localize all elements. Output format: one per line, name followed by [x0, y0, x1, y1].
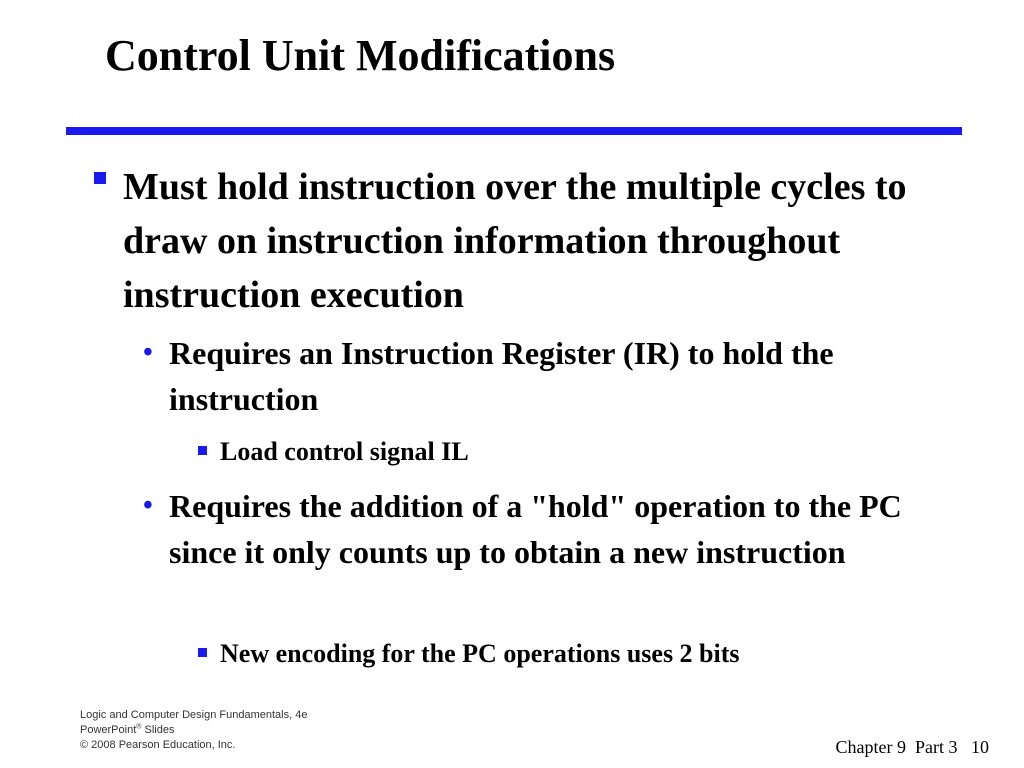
square-bullet-icon — [198, 446, 207, 455]
bullet-level2 — [143, 330, 949, 422]
bullet-text: New encoding for the PC operations uses 2 bits — [220, 639, 740, 668]
bullet-text: Must hold instruction over the multiple cycles to draw on instruction information throughout instruction execution — [123, 166, 907, 316]
title-divider — [66, 127, 962, 135]
credits-powerpoint: PowerPoint — [80, 724, 137, 736]
bullet-text: Requires an Instruction Register (IR) to hold the instruction — [169, 335, 834, 417]
dot-bullet-icon: • — [143, 337, 153, 368]
bullet-level3 — [220, 432, 960, 472]
footer-part: Part 3 — [915, 737, 958, 757]
bullet-text: Requires the addition of a "hold" operation to the PC since it only counts up to obtain a new instruction — [169, 488, 902, 570]
credits-slides: Slides — [141, 724, 175, 736]
publisher-credits — [80, 708, 307, 753]
credits-copyright: © 2008 Pearson Education, Inc. — [80, 739, 236, 751]
credits-book-title: Logic and Computer Design Fundamentals, 4e — [80, 709, 308, 721]
bullet-text: Load control signal IL — [220, 437, 469, 466]
footer-chapter: Chapter 9 — [835, 737, 906, 757]
slide-footer — [836, 737, 989, 758]
square-bullet-icon — [198, 648, 207, 657]
dot-bullet-icon: • — [143, 490, 153, 521]
bullet-level3 — [220, 634, 960, 674]
registered-mark: ® — [136, 723, 142, 731]
credits-slides-line — [80, 723, 307, 738]
bullet-level1 — [123, 160, 943, 322]
slide-title: Control Unit Modifications — [105, 31, 616, 80]
bullet-level2 — [143, 483, 949, 575]
square-bullet-icon — [94, 172, 106, 184]
page-number: 10 — [971, 737, 989, 757]
